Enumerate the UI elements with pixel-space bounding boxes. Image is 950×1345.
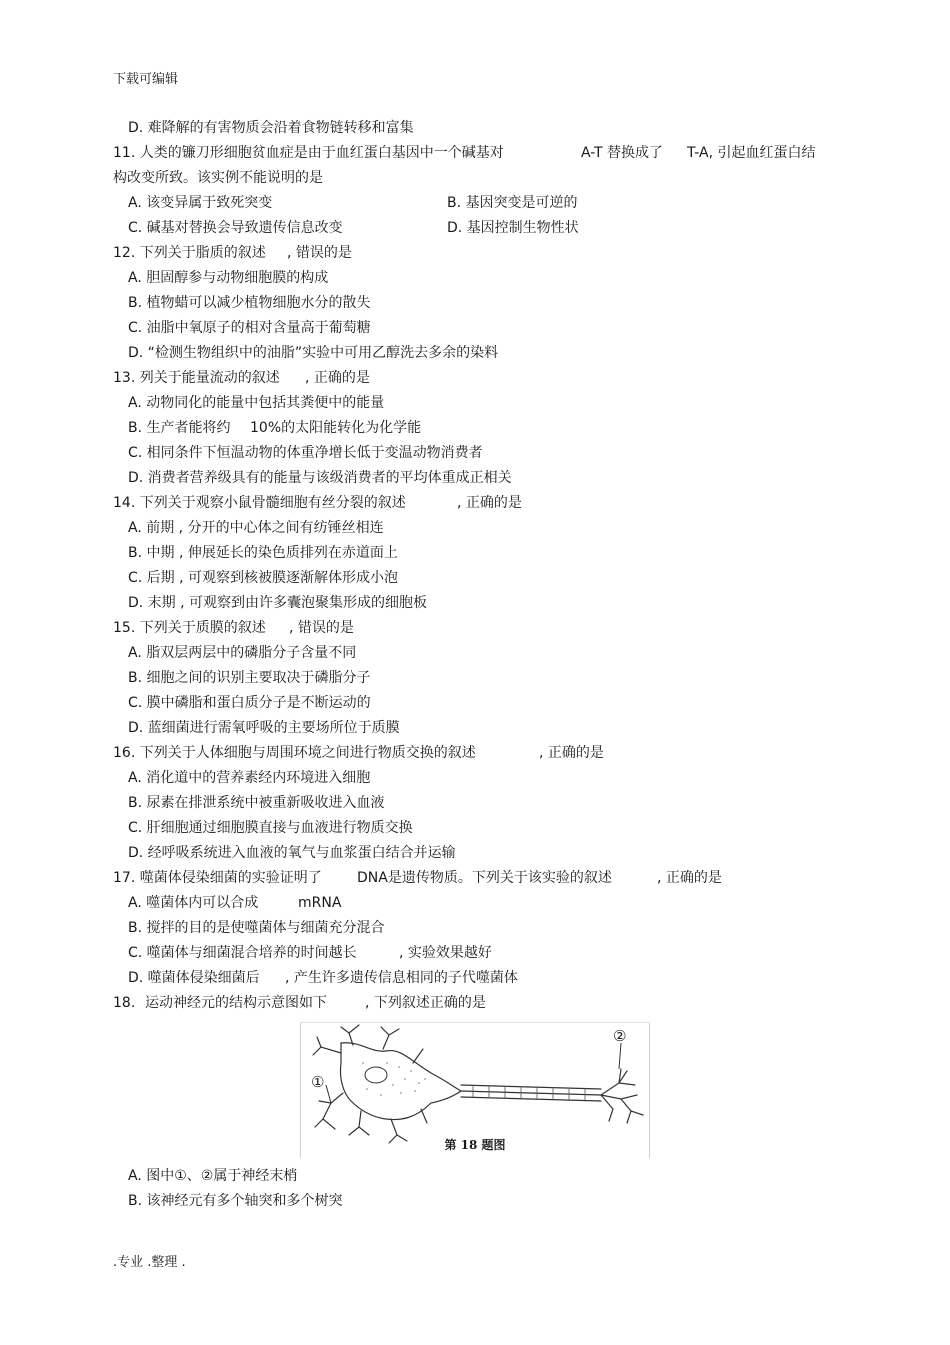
q14-option-a: A. 前期 , 分开的中心体之间有纺锤丝相连	[128, 520, 384, 536]
q17-option-b: B. 搅拌的目的是使噬菌体与细菌充分混合	[128, 920, 385, 936]
q14-stem-2: , 正确的是	[457, 495, 522, 511]
page-footer: .专业 .整理 .	[113, 1255, 186, 1270]
q17-option-d-2: , 产生许多遗传信息相同的子代噬菌体	[285, 970, 518, 986]
q13-stem-2: , 正确的是	[305, 370, 370, 386]
page-header: 下载可编辑	[113, 72, 179, 87]
q15-option-c: C. 膜中磷脂和蛋白质分子是不断运动的	[128, 695, 371, 711]
q12-option-a: A. 胆固醇参与动物细胞膜的构成	[128, 270, 329, 286]
q14-option-d: D. 末期 , 可观察到由许多囊泡聚集形成的细胞板	[128, 595, 428, 611]
neuron-label-1: ①	[311, 1073, 325, 1091]
q11-option-b: B. 基因突变是可逆的	[447, 195, 578, 211]
q17-option-c-2: , 实验效果越好	[399, 945, 492, 961]
q14-option-b: B. 中期 , 伸展延长的染色质排列在赤道面上	[128, 545, 398, 561]
q11-option-d: D. 基因控制生物性状	[447, 220, 579, 236]
neuron-label-2: ②	[613, 1027, 627, 1045]
q17-stem-3: , 正确的是	[657, 870, 722, 886]
q16-option-a: A. 消化道中的营养素经内环境进入细胞	[128, 770, 371, 786]
q17-option-a-1: A. 噬菌体内可以合成	[128, 895, 259, 911]
q14-option-c: C. 后期 , 可观察到核被膜逐渐解体形成小泡	[128, 570, 399, 586]
q17-stem-1: 17. 噬菌体侵染细菌的实验证明了	[113, 870, 322, 886]
q11-stem-3: T-A, 引起血红蛋白结	[687, 145, 816, 161]
q18-stem-1: 18.	[113, 995, 136, 1011]
q10-option-d: D. 难降解的有害物质会沿着食物链转移和富集	[128, 120, 414, 136]
q16-option-d: D. 经呼吸系统进入血液的氧气与血浆蛋白结合并运输	[128, 845, 456, 861]
q11-option-a: A. 该变异属于致死突变	[128, 195, 273, 211]
figure-caption: 第 18 题图	[444, 1138, 506, 1152]
q11-stem-4: 构改变所致。该实例不能说明的是	[113, 170, 323, 186]
q16-stem-2: , 正确的是	[539, 745, 604, 761]
q12-option-d: D. “检测生物组织中的油脂”实验中可用乙醇洗去多余的染料	[128, 345, 499, 361]
q18-option-a: A. 图中①、②属于神经末梢	[128, 1168, 298, 1184]
q15-option-d: D. 蓝细菌进行需氧呼吸的主要场所位于质膜	[128, 720, 400, 736]
q15-stem-2: , 错误的是	[289, 620, 354, 636]
q17-option-c-1: C. 噬菌体与细菌混合培养的时间越长	[128, 945, 357, 961]
q12-option-c: C. 油脂中氧原子的相对含量高于葡萄糖	[128, 320, 371, 336]
q11-option-c: C. 碱基对替换会导致遗传信息改变	[128, 220, 343, 236]
q13-option-a: A. 动物同化的能量中包括其粪便中的能量	[128, 395, 385, 411]
q16-stem-1: 16. 下列关于人体细胞与周围环境之间进行物质交换的叙述	[113, 745, 476, 761]
q18-stem-2: 运动神经元的结构示意图如下	[145, 995, 327, 1011]
q15-stem-1: 15. 下列关于质膜的叙述	[113, 620, 266, 636]
q15-option-b: B. 细胞之间的识别主要取决于磷脂分子	[128, 670, 371, 686]
q12-stem-2: , 错误的是	[287, 245, 352, 261]
q16-option-c: C. 肝细胞通过细胞膜直接与血液进行物质交换	[128, 820, 413, 836]
q18-option-b: B. 该神经元有多个轴突和多个树突	[128, 1193, 343, 1209]
q15-option-a: A. 脂双层两层中的磷脂分子含量不同	[128, 645, 357, 661]
q11-stem-1: 11. 人类的镰刀形细胞贫血症是由于血红蛋白基因中一个碱基对	[113, 145, 504, 161]
q17-stem-2: DNA是遗传物质。下列关于该实验的叙述	[357, 870, 612, 886]
q13-option-d: D. 消费者营养级具有的能量与该级消费者的平均体重成正相关	[128, 470, 512, 486]
q13-stem-1: 13. 列关于能量流动的叙述	[113, 370, 280, 386]
q11-stem-2: A-T 替换成了	[581, 145, 664, 161]
q17-option-d-1: D. 噬菌体侵染细菌后	[128, 970, 260, 986]
q16-option-b: B. 尿素在排泄系统中被重新吸收进入血液	[128, 795, 385, 811]
neuron-figure	[300, 1022, 650, 1158]
q12-stem-1: 12. 下列关于脂质的叙述	[113, 245, 266, 261]
q18-stem-3: , 下列叙述正确的是	[365, 995, 486, 1011]
q13-option-b-1: B. 生产者能将约	[128, 420, 231, 436]
q13-option-b-2: 10%的太阳能转化为化学能	[250, 420, 422, 436]
q17-option-a-2: mRNA	[298, 895, 342, 911]
q12-option-b: B. 植物蜡可以减少植物细胞水分的散失	[128, 295, 371, 311]
q14-stem-1: 14. 下列关于观察小鼠骨髓细胞有丝分裂的叙述	[113, 495, 406, 511]
q13-option-c: C. 相同条件下恒温动物的体重净增长低于变温动物消费者	[128, 445, 483, 461]
